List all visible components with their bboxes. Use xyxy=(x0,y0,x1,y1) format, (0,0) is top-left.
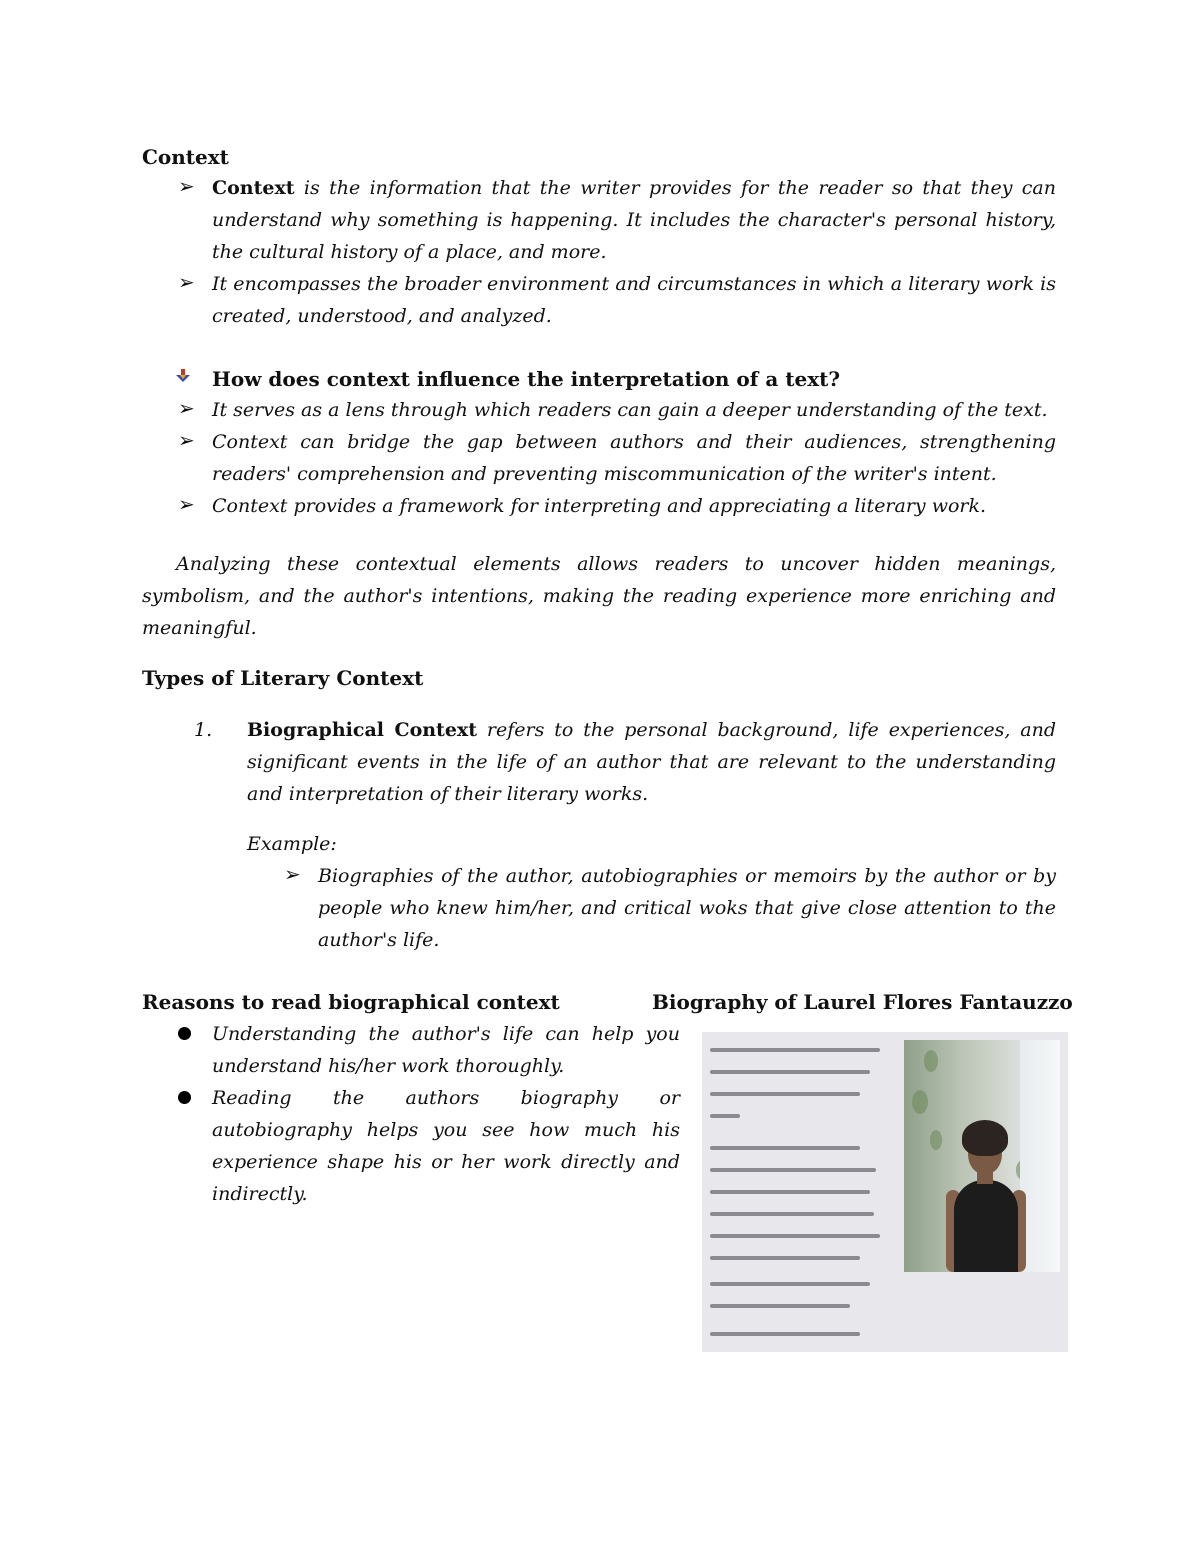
reason-2-line-2: autobiography helps you see how much his xyxy=(212,1119,680,1141)
question-heading: How does context influence the interpretation of a text? xyxy=(212,367,841,391)
reason-2-line-4: indirectly. xyxy=(212,1183,308,1205)
arrow-bullet-icon: ➢ xyxy=(284,862,301,886)
example-line-1: Biographies of the author, autobiographies or memoirs by the author or by xyxy=(318,865,1056,887)
context-bullet-2-line-2: created, understood, and analyzed. xyxy=(212,305,552,327)
analysis-line-3: meaningful. xyxy=(142,617,257,639)
example-line-2: people who knew him/her, and critical woks that give close attention to the xyxy=(318,897,1056,919)
author-photo xyxy=(904,1040,1060,1272)
context-bullet-1-text: is the information that the writer provides for the reader so that they can xyxy=(294,177,1056,199)
biography-screenshot-image xyxy=(702,1032,1068,1352)
illegible-bio-text xyxy=(708,1042,898,1352)
influence-bullet-3: Context provides a framework for interpreting and appreciating a literary work. xyxy=(212,495,987,517)
biographical-context-term: Biographical Context xyxy=(247,719,478,741)
context-bullet-1-line-2: understand why something is happening. It includes the character's personal history, xyxy=(212,209,1056,231)
example-line-3: author's life. xyxy=(318,929,440,951)
context-bullet-2-line-1: It encompasses the broader environment and circumstances in which a literary work is xyxy=(212,273,1056,295)
arrow-bullet-icon: ➢ xyxy=(178,396,195,420)
item-1-line-2: significant events in the life of an author that are relevant to the understanding xyxy=(247,751,1056,773)
analysis-line-2: symbolism, and the author's intentions, making the reading experience more enriching and xyxy=(142,585,1056,607)
influence-bullet-2-line-2: readers' comprehension and preventing miscommunication of the writer's intent. xyxy=(212,463,997,485)
example-label: Example: xyxy=(247,833,337,855)
reason-1-line-2: understand his/her work thoroughly. xyxy=(212,1055,565,1077)
context-term: Context xyxy=(212,177,295,199)
context-bullet-1-line-3: the cultural history of a place, and more. xyxy=(212,241,607,263)
arrow-bullet-icon: ➢ xyxy=(178,270,195,294)
heading-biography: Biography of Laurel Flores Fantauzzo xyxy=(652,990,1073,1014)
item-1-number: 1. xyxy=(194,719,213,741)
reason-2-line-1: Reading the authors biography or xyxy=(212,1087,680,1109)
heading-types: Types of Literary Context xyxy=(142,666,424,690)
influence-bullet-2-line-1: Context can bridge the gap between authors and their audiences, strengthening xyxy=(212,431,1056,453)
influence-bullet-1: It serves as a lens through which readers can gain a deeper understanding of the text. xyxy=(212,399,1048,421)
item-1-text: refers to the personal background, life experiences, and xyxy=(477,719,1056,741)
reason-1-line-1: Understanding the author's life can help you xyxy=(212,1023,680,1045)
pointer-icon xyxy=(176,369,190,383)
dot-bullet-icon xyxy=(178,1027,191,1040)
arrow-bullet-icon: ➢ xyxy=(178,174,195,198)
context-bullet-1-line-1 xyxy=(212,172,1056,204)
heading-reasons: Reasons to read biographical context xyxy=(142,990,560,1014)
item-1-line-1 xyxy=(247,714,1056,746)
heading-context: Context xyxy=(142,145,229,169)
dot-bullet-icon xyxy=(178,1091,191,1104)
arrow-bullet-icon: ➢ xyxy=(178,428,195,452)
item-1-line-3: and interpretation of their literary works. xyxy=(247,783,649,805)
arrow-bullet-icon: ➢ xyxy=(178,492,195,516)
analysis-line-1: Analyzing these contextual elements allows readers to uncover hidden meanings, xyxy=(176,553,1056,575)
reason-2-line-3: experience shape his or her work directly and xyxy=(212,1151,680,1173)
